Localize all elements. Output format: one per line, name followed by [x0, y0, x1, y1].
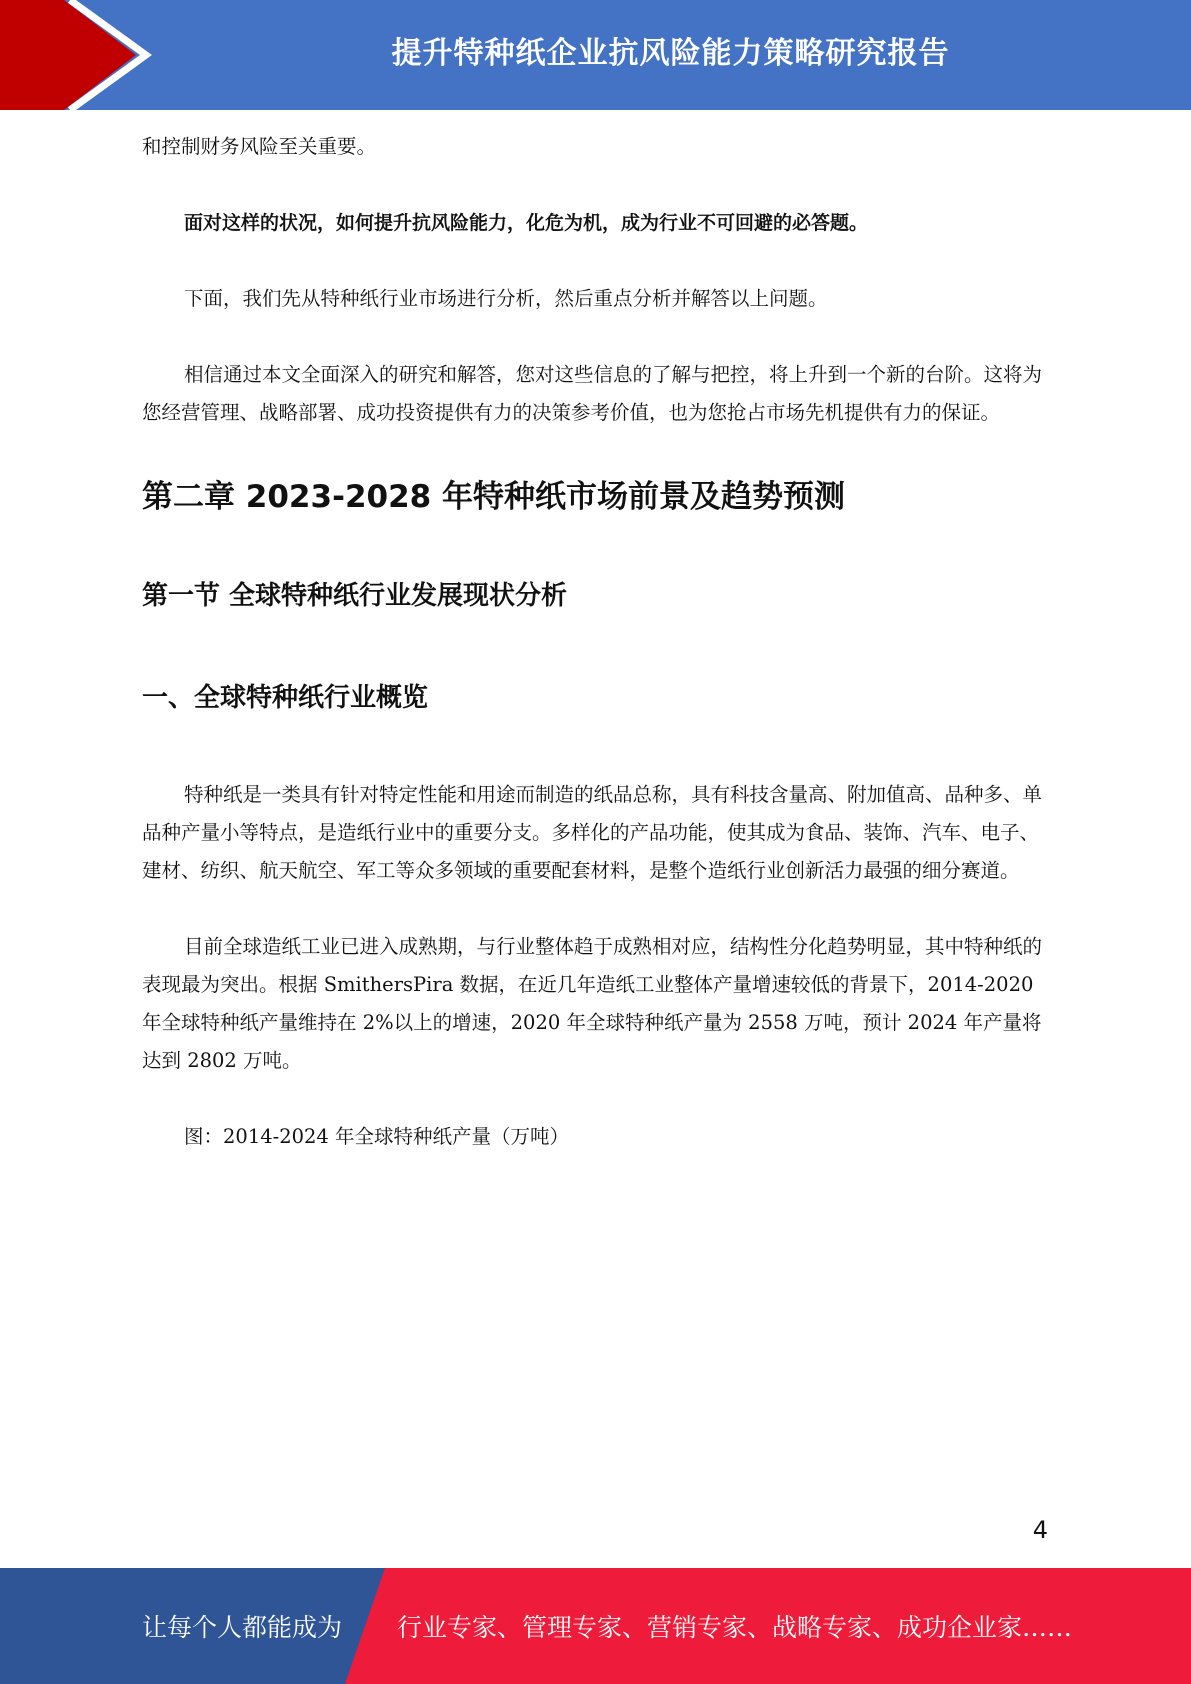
- footer-slogan-right: 行业专家、管理专家、营销专家、战略专家、成功企业家……: [397, 1613, 1073, 1642]
- paragraph: 目前全球造纸工业已进入成熟期，与行业整体趋于成熟相对应，结构性分化趋势明显，其中特种纸的表现最为突出。根据 SmithersPira 数据，在近几年造纸工业整体产量增速较低的背景下，2014-2020 年全球特种纸产量维持在 2%以上的增速，2020 年全球特种纸产量为 2558 万吨，预计 2024 年产量将达到 2802 万吨。: [142, 935, 1043, 1072]
- paragraph: 下面，我们先从特种纸行业市场进行分析，然后重点分析并解答以上问题。: [184, 287, 828, 310]
- header-arrow-decoration: [0, 0, 160, 110]
- page-footer: [0, 1568, 1191, 1684]
- section-heading: 第一节 全球特种纸行业发展现状分析: [142, 581, 568, 611]
- page-content: [142, 128, 1048, 1156]
- paragraph: 和控制财务风险至关重要。: [142, 135, 377, 158]
- chapter-heading: 第二章 2023-2028 年特种纸市场前景及趋势预测: [142, 479, 846, 515]
- bold-paragraph: 面对这样的状况，如何提升抗风险能力，化危为机，成为行业不可回避的必答题。: [184, 212, 869, 234]
- figure-caption: 图：2014-2024 年全球特种纸产量（万吨）: [184, 1125, 570, 1148]
- page-header: [0, 0, 1191, 110]
- page-number: 4: [1032, 1516, 1048, 1544]
- report-title: 提升特种纸企业抗风险能力策略研究报告: [391, 36, 950, 71]
- subsection-heading: 一、全球特种纸行业概览: [142, 683, 429, 713]
- paragraph: 相信通过本文全面深入的研究和解答，您对这些信息的了解与把控，将上升到一个新的台阶。这将为您经营管理、战略部署、成功投资提供有力的决策参考价值，也为您抢占市场先机提供有力的保证。: [142, 363, 1043, 424]
- paragraph: 特种纸是一类具有针对特定性能和用途而制造的纸品总称，具有科技含量高、附加值高、品种多、单品种产量小等特点，是造纸行业中的重要分支。多样化的产品功能，使其成为食品、装饰、汽车、电子、建材、纺织、航天航空、军工等众多领域的重要配套材料，是整个造纸行业创新活力最强的细分赛道。: [142, 783, 1043, 882]
- footer-slogan-left: 让每个人都能成为: [142, 1613, 343, 1642]
